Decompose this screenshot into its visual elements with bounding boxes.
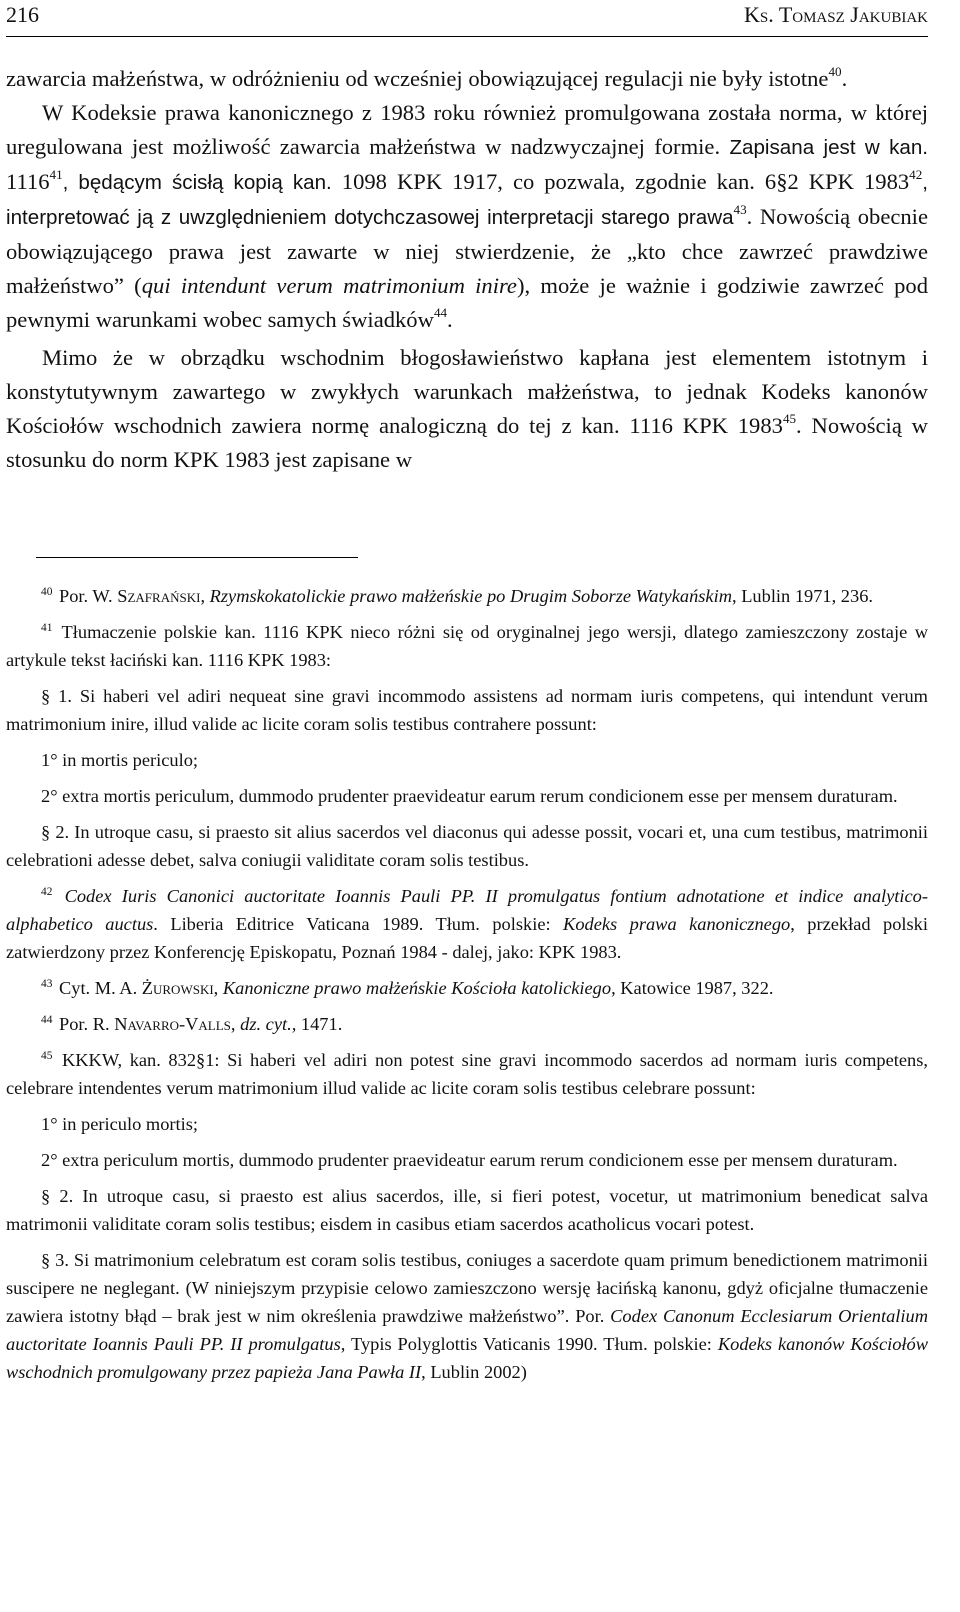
- footnote-separator: [36, 557, 358, 558]
- main-text: [6, 62, 928, 477]
- footnote-44: $^{44}$ Por. R. Navarro-Valls, dz. cyt., 1471.: [41, 1013, 343, 1034]
- footnote-41-para-2: § 2. In utroque casu, si praesto sit alius sacerdos vel diaconus qui adesse possit, vocari et, una cum testibus, matrimonii celebrationi adesse debet, salva coniugii validitate coram solis testibus.: [6, 822, 928, 870]
- footnote-ref-44[interactable]: 44: [433, 304, 448, 320]
- footnote-45-item-2: 2° extra periculum mortis, dummodo prudenter praevideatur earum rerum condicionem esse per mensem duraturam.: [41, 1150, 898, 1170]
- footnote-41: $^{41}$ Tłumaczenie polskie kan. 1116 KPK nieco różni się od oryginalnej jego wersji, dlatego zamieszczony zostaje w artykule tekst łaciński kan. 1116 KPK 1983:: [6, 621, 928, 670]
- footnote-43: $^{43}$ Cyt. M. A. Żurowski, Kanoniczne prawo małżeńskie Kościoła katolickiego, Katowice 1987, 322.: [41, 977, 774, 998]
- footnote-40: $^{40}$ Por. W. Szafrański, Rzymskokatolickie prawo małżeńskie po Drugim Soborze Watykańskim, Lublin 1971, 236.: [41, 585, 873, 606]
- footnote-ref-40[interactable]: 40: [828, 63, 842, 79]
- footnote-45-para-2: § 2. In utroque casu, si praesto est alius sacerdos, ille, si fieri potest, vocetur, ut matrimonium benedicat salva matrimonii validitate coram solis testibus; eisdem in casibus etiam sacerdos acatholicus vocari potest.: [6, 1186, 928, 1234]
- footnote-45: $^{45}$ KKKW, kan. 832§1: Si haberi vel adiri non potest sine gravi incommodo sacerdos ad normam iuris competens, celebrare intendentes verum matrimonium illud valide ac licite coram solis testibus celebrare possunt:: [6, 1049, 928, 1098]
- footnote-41-item-2: 2° extra mortis periculum, dummodo prudenter praevideatur earum rerum condicionem esse per mensem duraturam.: [41, 786, 898, 806]
- footnote-ref-43[interactable]: 43: [733, 201, 747, 217]
- footnote-41-para-1: § 1. Si haberi vel adiri nequeat sine gravi incommodo assistens ad normam iuris competens, qui intendunt verum matrimonium inire, illud valide ac licite coram solis testibus contrahere possunt:: [6, 686, 928, 734]
- footnote-ref-41[interactable]: 41: [49, 166, 63, 182]
- footnote-45-item-1: 1° in periculo mortis;: [41, 1114, 199, 1134]
- paragraph-2: W Kodeksie prawa kanonicznego z 1983 roku również promulgowana została norma, w której uregulowana jest możliwość zawarcia małżeństwa w nadzwyczajnej formie. Zapisana jest w kan. 1116$^{41}$, będącym ścisłą kopią kan. 1098 KPK 1917, co pozwala, zgodnie kan. 6§2 KPK 1983$^{42}$, interpretować ją z uwzględnieniem dotychczasowej interpretacji starego prawa$^{43}$. Nowością obecnie obowiązującego prawa jest zawarte w niej stwierdzenie, że „kto chce zawrzeć prawdziwe małżeństwo” (qui intendunt verum matrimonium inire), może je ważnie i godziwie zawrzeć pod pewnymi warunkami wobec samych świadków$^{44}$.: [6, 100, 929, 332]
- page-number: 216: [6, 2, 39, 27]
- footnotes: [6, 582, 928, 1386]
- footnote-42: $^{42}$ Codex Iuris Canonici auctoritate Ioannis Pauli PP. II promulgatus fontium adnotatione et indice analytico-alphabetico auctus. Liberia Editrice Vaticana 1989. Tłum. polskie: Kodeks prawa kanonicznego, przekład polski zatwierdzony przez Konferencję Episkopatu, Poznań 1984 - dalej, jako: KPK 1983.: [6, 885, 928, 962]
- footnote-ref-45[interactable]: 45: [782, 410, 797, 426]
- footnote-41-item-1: 1° in mortis periculo;: [41, 750, 199, 770]
- running-header: [6, 2, 928, 37]
- paragraph-3: Mimo że w obrządku wschodnim błogosławieństwo kapłana jest elementem istotnym i konstytutywnym zawartego w zwykłych warunkach małżeństwa, to jednak Kodeks kanonów Kościołów wschodnich zawiera normę analogiczną do tej z kan. 1116 KPK 1983$^{45}$. Nowością w stosunku do norm KPK 1983 jest zapisane w: [6, 345, 928, 472]
- running-author: Ks. Tomasz Jakubiak: [743, 2, 928, 27]
- footnote-45-para-3: § 3. Si matrimonium celebratum est coram solis testibus, coniuges a sacerdote quam primum benedictionem matrimonii suscipere ne neglegant. (W niniejszym przypisie celowo zamieszczono wersję łacińską kanonu, gdyż oficjalne tłumaczenie zawiera istotny błąd – brak jest w nim określenia prawdziwe małżeństwo”. Por. Codex Canonum Ecclesiarum Orientalium auctoritate Ioannis Pauli PP. II promulgatus, Typis Polyglottis Vaticanis 1990. Tłum. polskie: Kodeks kanonów Kościołów wschodnich promulgowany przez papieża Jana Pawła II, Lublin 2002): [6, 1250, 928, 1382]
- footnote-ref-42[interactable]: 42: [909, 166, 923, 182]
- paragraph-1: zawarcia małżeństwa, w odróżnieniu od wcześniej obowiązującej regulacji nie były istotne$^{40}$.: [6, 63, 848, 91]
